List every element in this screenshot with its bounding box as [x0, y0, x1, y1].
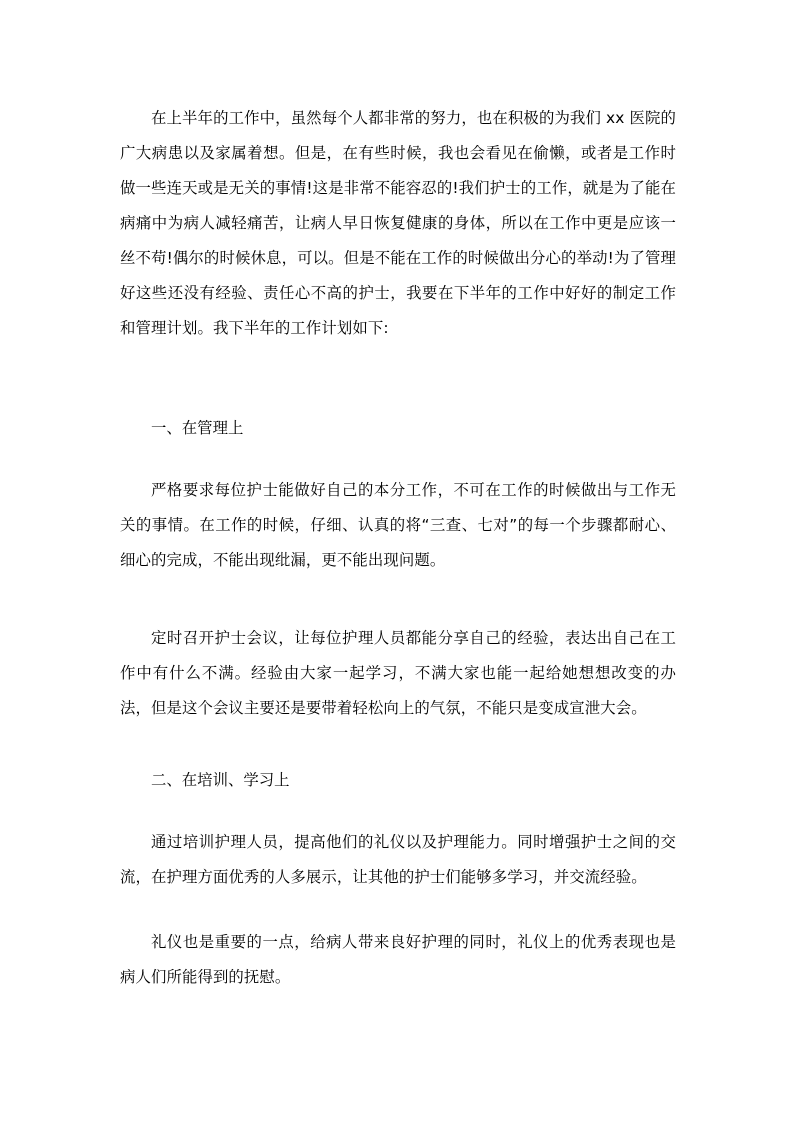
management-paragraph-2: 定时召开护士会议，让每位护理人员都能分享自己的经验，表达出自己在工作中有什么不满。经验由大家一起学习，不满大家也能一起给她想想改变的办法，但是这个会议主要还是要带着轻松向上的气氛，不能只是变成宣泄大会。	[120, 629, 676, 717]
section-heading-training: 二、在培训、学习上	[151, 771, 290, 789]
section-heading-management: 一、在管理上	[151, 419, 244, 437]
training-paragraph-1: 通过培训护理人员，提高他们的礼仪以及护理能力。同时增强护士之间的交流，在护理方面优秀的人多展示，让其他的护士们能够多学习，并交流经验。	[120, 833, 676, 886]
training-paragraph-2: 礼仪也是重要的一点，给病人带来良好护理的同时，礼仪上的优秀表现也是病人们所能得到的抚慰。	[120, 933, 676, 986]
intro-paragraph: 在上半年的工作中，虽然每个人都非常的努力，也在积极的为我们 xx 医院的广大病患以及家属着想。但是，在有些时候，我也会看见在偷懒，或者是工作时做一些连天或是无关的事情!这是非常不能容忍的!我们护士的工作，就是为了能在病痛中为病人减轻痛苦，让病人早日恢复健康的身体，所以在工作中更是应该一丝不苟!偶尔的时候休息，可以。但是不能在工作的时候做出分心的举动!为了管理好这些还没有经验、责任心不高的护士，我要在下半年的工作中好好的制定工作和管理计划。我下半年的工作计划如下:	[120, 109, 676, 337]
management-paragraph-1: 严格要求每位护士能做好自己的本分工作，不可在工作的时候做出与工作无关的事情。在工作的时候，仔细、认真的将“三查、七对”的每一个步骤都耐心、细心的完成，不能出现纰漏，更不能出现问题。	[120, 481, 676, 569]
